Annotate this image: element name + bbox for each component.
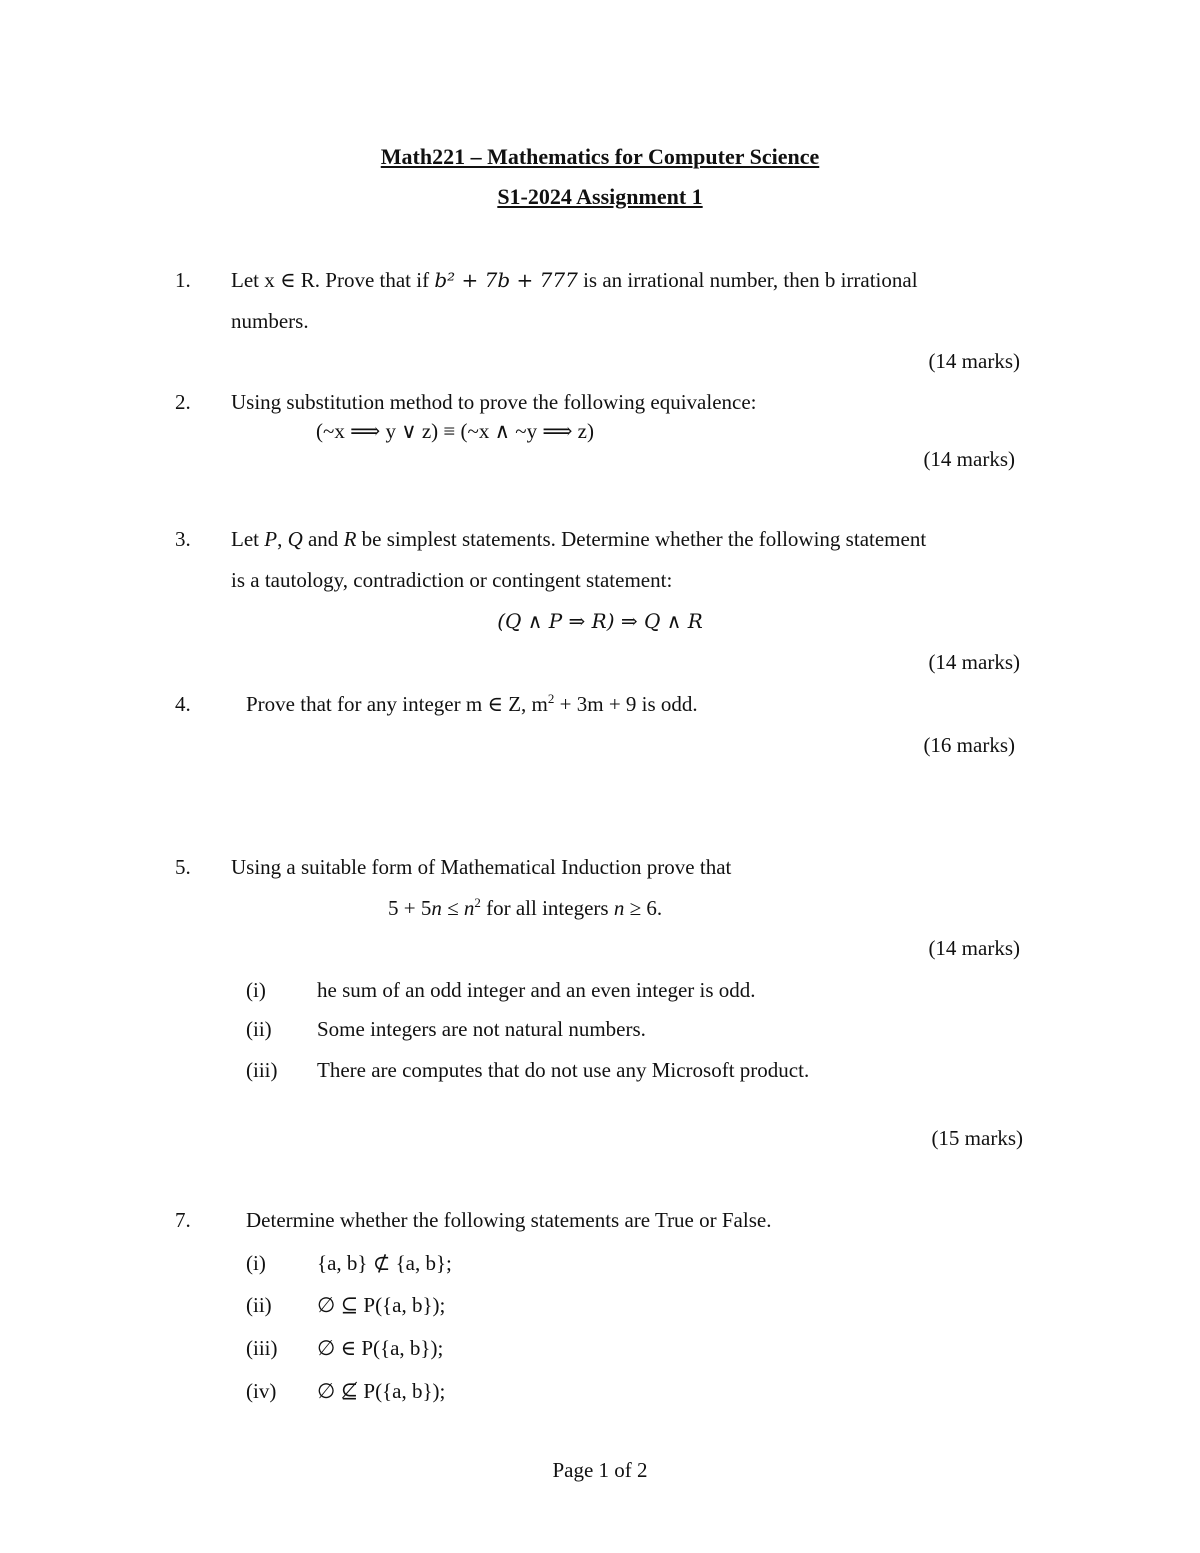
statement-p: P xyxy=(264,527,278,551)
question-6-item-text: he sum of an odd integer and an even integer is odd. xyxy=(317,978,756,1002)
question-7-item-text: ∅ ∈ P({a, b}); xyxy=(317,1336,444,1360)
question-4-text-b: + 3m + 9 is odd. xyxy=(554,692,698,716)
question-6-item-label: (i) xyxy=(246,978,266,1002)
question-2-text: Using substitution method to prove the following equivalence: xyxy=(231,390,757,414)
question-2-expression: (~x ⟹ y ∨ z) ≡ (~x ∧ ~y ⟹ z) xyxy=(316,419,594,443)
question-5-number: 5. xyxy=(175,855,191,879)
question-3-number: 3. xyxy=(175,527,191,551)
question-7-item-text: {a, b} ⊄ {a, b}; xyxy=(317,1251,452,1275)
question-3-expression: (Q ∧ P ⇒ R) ⇒ Q ∧ R xyxy=(497,609,703,633)
question-1-expression: b² + 7b + 777 xyxy=(434,268,578,292)
question-4-number: 4. xyxy=(175,692,191,716)
question-6-item-text: There are computes that do not use any Microsoft product. xyxy=(317,1058,810,1082)
question-6-item-text: Some integers are not natural numbers. xyxy=(317,1017,646,1041)
question-3-text-a4: be simplest statements. Determine whether the following statement xyxy=(356,527,927,551)
statement-r: R xyxy=(343,527,357,551)
question-5-text: Using a suitable form of Mathematical Induction prove that xyxy=(231,855,732,879)
question-7-item-label: (ii) xyxy=(246,1293,272,1317)
question-1-marks: (14 marks) xyxy=(928,349,1020,373)
question-3-text-a1: Let xyxy=(231,527,265,551)
question-5-exponent: 2 xyxy=(474,895,481,910)
question-1-line-1 xyxy=(231,270,918,291)
question-3-line-2: is a tautology, contradiction or contingent statement: xyxy=(231,568,673,592)
question-4-text-a: Prove that for any integer m ∈ Z, m xyxy=(246,692,548,716)
question-5-b1: 5 + 5 xyxy=(388,896,432,920)
question-1-text-b: is an irrational number, then b irrational xyxy=(577,268,918,292)
question-5-b3: for all integers xyxy=(480,896,614,920)
question-7-text: Determine whether the following statements are True or False. xyxy=(246,1208,772,1232)
question-7-item-label: (iv) xyxy=(246,1379,277,1403)
page-title: Math221 – Mathematics for Computer Science xyxy=(380,144,820,169)
question-7-number: 7. xyxy=(175,1208,191,1232)
question-3-line-1 xyxy=(231,529,926,550)
question-1-line-2: numbers. xyxy=(231,309,309,333)
question-6-marks: (15 marks) xyxy=(931,1126,1023,1150)
question-2-number: 2. xyxy=(175,390,191,414)
assignment-subtitle: S1-2024 Assignment 1 xyxy=(497,184,703,209)
question-4-text xyxy=(246,691,698,716)
question-5-b2: ≤ xyxy=(441,896,464,920)
question-5-b4: ≥ 6. xyxy=(624,896,663,920)
question-5-n2: n xyxy=(463,896,475,920)
question-1-text-a: Let x ∈ R. Prove that if xyxy=(231,268,435,292)
question-6-item-label: (iii) xyxy=(246,1058,278,1082)
question-7-item-text: ∅ ⊆ P({a, b}); xyxy=(317,1293,446,1317)
question-7-item-label: (i) xyxy=(246,1251,266,1275)
question-5-n1: n xyxy=(431,896,442,920)
question-2-marks: (14 marks) xyxy=(923,447,1015,471)
question-4-exponent: 2 xyxy=(547,691,555,706)
question-3-marks: (14 marks) xyxy=(928,650,1020,674)
question-1-number: 1. xyxy=(175,268,191,292)
question-6-item-label: (ii) xyxy=(246,1017,272,1041)
question-7-item-label: (iii) xyxy=(246,1336,278,1360)
question-3-text-a2: , xyxy=(277,527,288,551)
question-7-item-text: ∅ ⊈ P({a, b}); xyxy=(317,1379,446,1403)
question-5-n3: n xyxy=(613,896,625,920)
question-4-marks: (16 marks) xyxy=(923,733,1015,757)
page-number: Page 1 of 2 xyxy=(552,1458,648,1482)
question-3-text-a3: and xyxy=(302,527,344,551)
question-5-marks: (14 marks) xyxy=(928,936,1020,960)
question-5-inequality xyxy=(388,895,663,920)
statement-q: Q xyxy=(287,527,303,551)
